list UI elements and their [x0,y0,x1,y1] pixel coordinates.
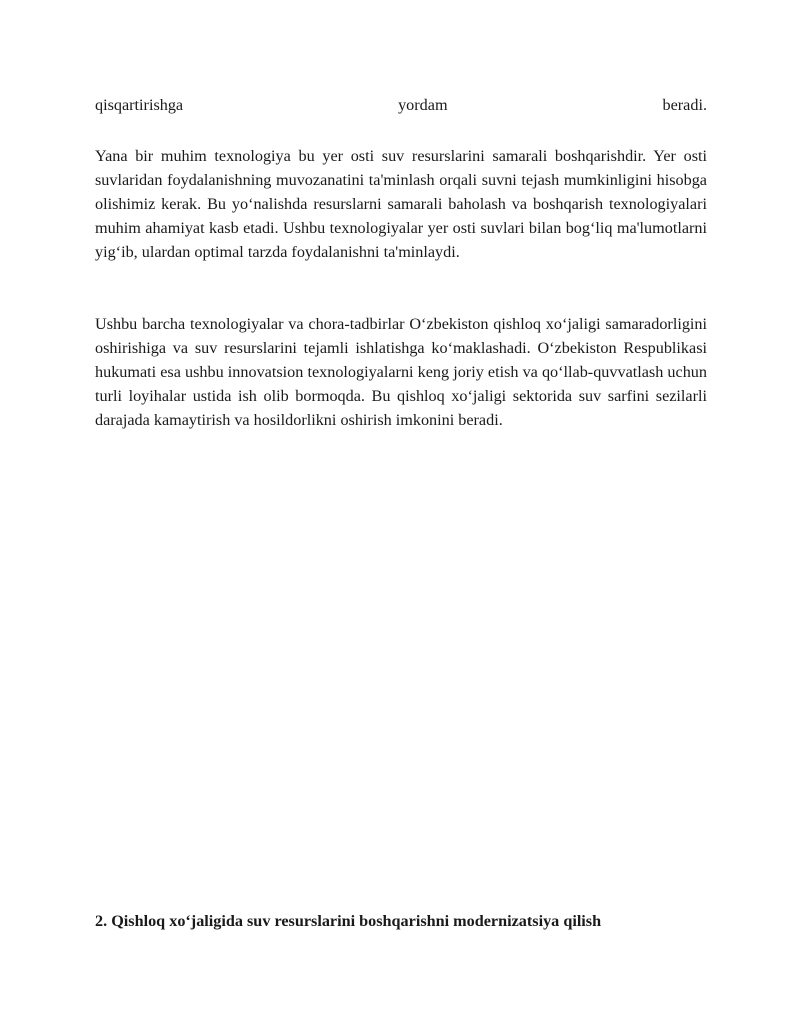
paragraph-technologies-summary: Ushbu barcha texnologiyalar va chora-tadbirlar O‘zbekiston qishloq xo‘jaligi samaradorligini oshirishiga va suv resurslarini tejamli ishlatishga ko‘maklashadi. O‘zbekiston Respublikasi hukumati esa ushbu innovatsion texnologiyalarni keng joriy etish va qo‘llab-quvvatlash uchun turli loyihalar ustida ish olib bormoqda. Bu qishloq xo‘jaligi sektorida suv sarfini sezilarli darajada kamaytirish va hosildorlikni oshirish imkonini beradi. [95,315,707,430]
paragraph-groundwater: Yana bir muhim texnologiya bu yer osti suv resurslarini samarali boshqarishdir. Yer osti suvlaridan foydalanishning muvozanatini ta'minlash orqali suvni tejash mumkinligini hisobga olishimiz kerak. Bu yo‘nalishda resurslarni samarali baholash va boshqarish texnologiyalari muhim ahamiyat kasb etadi. Ushbu texnologiyalar yer osti suvlari bilan bog‘liq ma'lumotlarni yig‘ib, ulardan optimal tarzda foydalanishni ta'minlaydi. [95,147,707,262]
section-heading: 2. Qishloq xo‘jaligida suv resurslarini boshqarishni modernizatsiya qilish [95,912,602,930]
continuation-line: qisqartirishga yordam beradi. [95,96,707,114]
